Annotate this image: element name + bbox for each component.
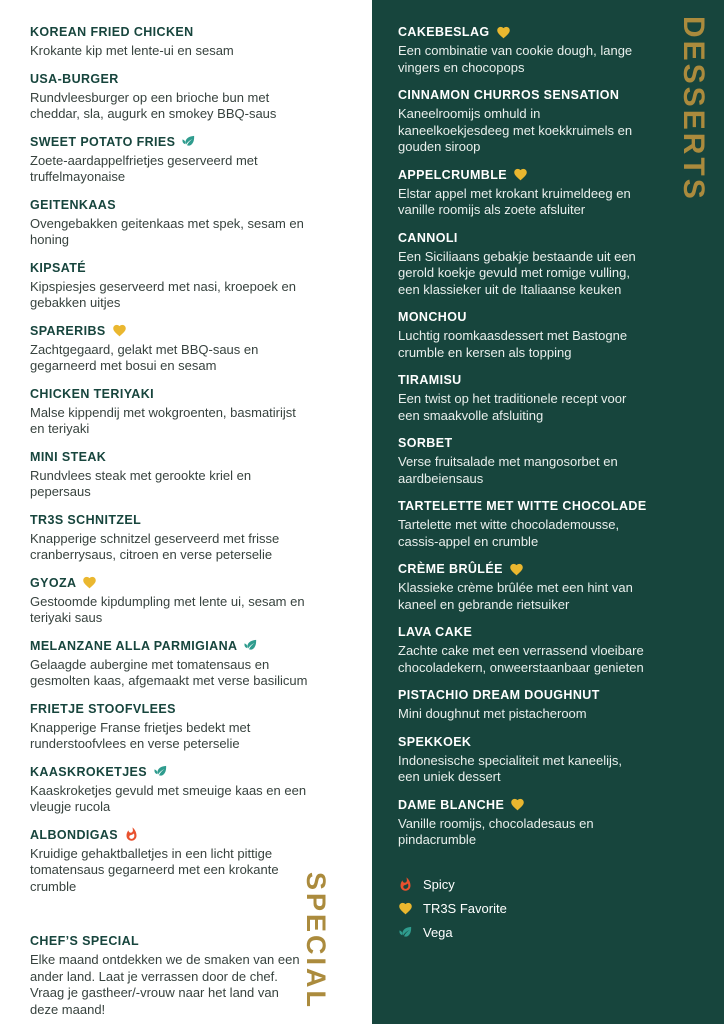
menu-item-description: Gelaagde aubergine met tomatensaus en gesmolten kaas, afgemaakt met verse basilicum bbox=[30, 656, 308, 688]
menu-item-name-row bbox=[398, 309, 660, 325]
menu-item-description: Knapperige schnitzel geserveerd met frisse cranberrysaus, citroen en verse peterselie bbox=[30, 530, 280, 562]
menu-item-name-row bbox=[398, 734, 660, 750]
menu-item bbox=[398, 687, 660, 723]
menu-item-name-row bbox=[30, 260, 332, 276]
menu-item-description: Malse kippendij met wokgroenten, basmatirijst en teriyaki bbox=[30, 404, 296, 436]
heart-icon bbox=[82, 575, 97, 590]
menu-item-name-row bbox=[398, 372, 660, 388]
menu-item-name-row bbox=[398, 230, 660, 246]
menu-item-name-row bbox=[30, 323, 332, 339]
menu-item-name-row bbox=[398, 797, 660, 813]
menu-item-name-row bbox=[398, 687, 660, 703]
menu-item-name: CAKEBESLAG bbox=[398, 25, 490, 39]
menu-item-description: Zachtgegaard, gelakt met BBQ-saus en gegarneerd met bosui en sesam bbox=[30, 341, 259, 373]
menu-item-name: CINNAMON CHURROS SENSATION bbox=[398, 88, 620, 102]
legend-label: TR3S Favorite bbox=[423, 900, 507, 916]
menu-item-name-row bbox=[398, 624, 660, 640]
menu-item bbox=[398, 167, 660, 219]
menu-item bbox=[398, 797, 660, 849]
menu-item-description: Een twist op het traditionele recept voor een smaakvolle afsluiting bbox=[398, 391, 627, 423]
menu-item-description: Zachte cake met een verrassend vloeibare chocoladekern, onweerstaanbaar genieten bbox=[398, 643, 644, 675]
menu-item bbox=[30, 575, 332, 627]
menu-item-description: Klassieke crème brûlée met een hint van kaneel en gebrande rietsuiker bbox=[398, 580, 633, 612]
menu-item-name: CANNOLI bbox=[398, 230, 458, 245]
menu-item-name-row bbox=[30, 827, 332, 843]
special-side-label: SPECIAL bbox=[301, 871, 331, 1010]
menu-item-name-row bbox=[30, 24, 332, 40]
menu-item-description: Vanille roomijs, chocoladesaus en pindacrumble bbox=[398, 815, 594, 847]
menu-item bbox=[30, 134, 332, 186]
menu-item-name: KOREAN FRIED CHICKEN bbox=[30, 25, 194, 39]
leaf-icon bbox=[398, 925, 413, 940]
legend bbox=[398, 877, 660, 940]
legend-label: Vega bbox=[423, 924, 453, 940]
menu-item bbox=[30, 638, 332, 690]
menu-item bbox=[30, 933, 332, 1018]
menu-item-name: MELANZANE ALLA PARMIGIANA bbox=[30, 638, 238, 653]
menu-item-name: CHEF’S SPECIAL bbox=[30, 934, 140, 948]
menu-item-name: TARTELETTE MET WITTE CHOCOLADE bbox=[398, 499, 647, 513]
menu-item-name: FRIETJE STOOFVLEES bbox=[30, 701, 176, 716]
menu-item-name: KIPSATÉ bbox=[30, 260, 87, 275]
menu-item-name-row bbox=[30, 638, 332, 654]
menu-item bbox=[398, 498, 660, 550]
menu-item-name: KAASKROKETJES bbox=[30, 764, 148, 779]
menu-item bbox=[398, 435, 660, 487]
menu-item-description: Ovengebakken geitenkaas met spek, sesam en honing bbox=[30, 215, 304, 247]
leaf-icon bbox=[153, 764, 168, 779]
flame-icon bbox=[398, 877, 413, 892]
leaf-icon bbox=[181, 134, 196, 149]
menu-item-description: Indonesische specialiteit met kaneelijs, een uniek dessert bbox=[398, 752, 623, 784]
menu-item-name-row bbox=[398, 24, 660, 40]
legend-item bbox=[398, 901, 660, 916]
menu-item-name-row bbox=[30, 449, 332, 465]
menu-item-description: Verse fruitsalade met mangosorbet en aardbeiensaus bbox=[398, 454, 618, 486]
menu-item-description: Zoete-aardappelfrietjes geserveerd met truffelmayonaise bbox=[30, 152, 258, 184]
menu-item bbox=[30, 71, 332, 123]
menu-item-description: Rundvlees steak met gerookte kriel en pepersaus bbox=[30, 467, 252, 499]
menu-item-name: PISTACHIO DREAM DOUGHNUT bbox=[398, 688, 600, 702]
menu-item-name: TR3S SCHNITZEL bbox=[30, 512, 142, 527]
menu-item-name: SORBET bbox=[398, 436, 453, 450]
menu-item bbox=[30, 386, 332, 438]
menu-item-name: CHICKEN TERIYAKI bbox=[30, 386, 155, 401]
menu-item-description: Een combinatie van cookie dough, lange vingers en chocopops bbox=[398, 43, 633, 75]
desserts-column bbox=[372, 0, 724, 1024]
menu-item-name-row bbox=[30, 71, 332, 87]
leaf-icon bbox=[243, 638, 258, 653]
menu-item bbox=[398, 24, 660, 76]
menu-item-name-row bbox=[30, 197, 332, 213]
menu-item-name: GYOZA bbox=[30, 575, 77, 590]
menu-item-description: Kruidige gehaktballetjes in een licht pittige tomatensaus gegarneerd met een krokante crumble bbox=[30, 845, 279, 894]
menu-item-description: Elstar appel met krokant kruimeldeeg en vanille roomijs als zoete afsluiter bbox=[398, 185, 631, 217]
dessert-item-list bbox=[398, 24, 660, 849]
menu-item-description: Luchtig roomkaasdessert met Bastogne crumble en kersen als topping bbox=[398, 328, 628, 360]
heart-icon bbox=[509, 562, 524, 577]
menu-item bbox=[398, 230, 660, 299]
desserts-side-label: DESSERTS bbox=[677, 16, 710, 202]
menu-item bbox=[30, 260, 332, 312]
menu-item-name: ALBONDIGAS bbox=[30, 827, 119, 842]
menu-item bbox=[398, 734, 660, 786]
menu-item-name-row bbox=[398, 167, 660, 183]
menu-item-name: USA-BURGER bbox=[30, 71, 119, 86]
menu-item bbox=[30, 827, 332, 896]
legend-item bbox=[398, 877, 660, 892]
menu-item-name-row bbox=[398, 561, 660, 577]
menu-item bbox=[398, 561, 660, 613]
menu-item-name-row bbox=[30, 134, 332, 150]
menu-item bbox=[30, 764, 332, 816]
heart-icon bbox=[112, 323, 127, 338]
food-item-list bbox=[30, 24, 332, 1018]
menu-item-description: Kaneelroomijs omhuld in kaneelkoekjesdeeg met koekkruimels en gouden siroop bbox=[398, 106, 633, 154]
menu-item-name-row bbox=[30, 386, 332, 402]
menu-item bbox=[30, 323, 332, 375]
menu-item bbox=[30, 449, 332, 501]
menu-item bbox=[30, 512, 332, 564]
heart-icon bbox=[510, 797, 525, 812]
heart-icon bbox=[513, 167, 528, 182]
menu-item-name-row bbox=[30, 933, 332, 949]
menu-item-name: SPEKKOEK bbox=[398, 734, 472, 749]
menu-item-name: TIRAMISU bbox=[398, 373, 462, 387]
menu-item-description: Gestoomde kipdumpling met lente ui, sesam en teriyaki saus bbox=[30, 593, 305, 625]
menu-item bbox=[398, 309, 660, 361]
menu-item-name: GEITENKAAS bbox=[30, 197, 116, 212]
menu-item-name: CRÈME BRÛLÉE bbox=[398, 562, 503, 576]
legend-label: Spicy bbox=[423, 876, 455, 892]
menu-item-name: DAME BLANCHE bbox=[398, 797, 505, 812]
menu-item-name: APPELCRUMBLE bbox=[398, 167, 507, 182]
menu-item-name-row bbox=[30, 512, 332, 528]
menu-item bbox=[398, 372, 660, 424]
menu-item-name: MONCHOU bbox=[398, 310, 467, 324]
heart-icon bbox=[496, 25, 511, 40]
menu-item-name: SWEET POTATO FRIES bbox=[30, 134, 176, 149]
menu-item bbox=[398, 87, 660, 156]
menu-item bbox=[30, 701, 332, 753]
legend-item bbox=[398, 925, 660, 940]
menu-item bbox=[30, 24, 332, 60]
menu-item-name-row bbox=[398, 498, 660, 514]
menu-item-name: MINI STEAK bbox=[30, 449, 107, 464]
heart-icon bbox=[398, 901, 413, 916]
menu-item-description: Een Siciliaans gebakje bestaande uit een gerold koekje gevuld met romige vulling, een klassieker uit de Italiaanse keuken bbox=[398, 248, 636, 297]
menu-item-name: SPARERIBS bbox=[30, 323, 106, 338]
menu-item-description: Tartelette met witte chocolademousse, cassis-appel en crumble bbox=[398, 517, 620, 549]
menu-item bbox=[30, 197, 332, 249]
menu-item-description: Rundvleesburger op een brioche bun met cheddar, sla, augurk en smokey BBQ-saus bbox=[30, 89, 277, 121]
menu-item bbox=[398, 624, 660, 676]
menu-item-description: Knapperige Franse frietjes bedekt met runderstoofvlees en verse peterselie bbox=[30, 719, 251, 751]
menu-item-description: Kaaskroketjes gevuld met smeuige kaas en een vleugje rucola bbox=[30, 782, 307, 814]
menu-item-name-row bbox=[30, 701, 332, 717]
menu-item-name: LAVA CAKE bbox=[398, 625, 473, 639]
menu-item-description: Kipspiesjes geserveerd met nasi, kroepoek en gebakken uitjes bbox=[30, 278, 296, 310]
menu-item-description: Mini doughnut met pistacheroom bbox=[398, 706, 587, 721]
menu-item-name-row bbox=[30, 575, 332, 591]
menu-item-name-row bbox=[398, 435, 660, 451]
menu-item-description: Krokante kip met lente-ui en sesam bbox=[30, 43, 234, 58]
flame-icon bbox=[124, 827, 139, 842]
menu-item-name-row bbox=[30, 764, 332, 780]
menu-item-name-row bbox=[398, 87, 660, 103]
menu-item-description: Elke maand ontdekken we de smaken van een ander land. Laat je verrassen door de chef. Vraag je gastheer/-vrouw naar het land van deze maand! bbox=[30, 952, 300, 1017]
